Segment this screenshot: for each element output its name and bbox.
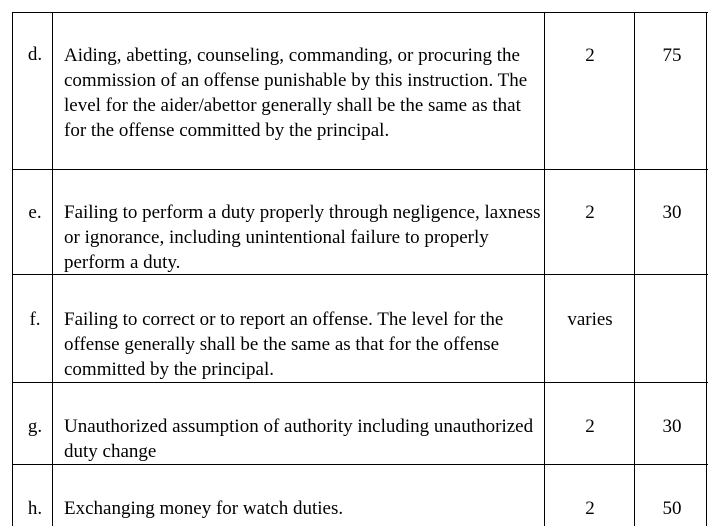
- row-description: Aiding, abetting, counseling, commanding, or procuring the commission of an offense punishable by this instruction. The level for the aider/abettor generally shall be the same as that for the offense committed by the principal.: [64, 45, 528, 141]
- row-letter: g.: [27, 416, 43, 437]
- row-points: 30: [662, 416, 682, 437]
- row-level: 2: [585, 45, 595, 66]
- row-description: Unauthorized assumption of authority including unauthorized duty change: [64, 416, 534, 462]
- row-divider: [12, 382, 708, 383]
- row-description: Failing to correct or to report an offense. The level for the offense generally shall be the same as that for the offense committed by the principal.: [64, 309, 504, 380]
- row-level: varies: [567, 309, 613, 330]
- column-divider-level: [634, 12, 635, 526]
- row-divider: [12, 464, 708, 465]
- row-level: 2: [585, 416, 595, 437]
- row-level: 2: [585, 498, 595, 519]
- row-points: 50: [662, 498, 682, 519]
- row-points: 30: [662, 202, 682, 223]
- column-divider-description: [544, 12, 545, 526]
- row-points: 75: [662, 45, 682, 66]
- row-letter: f.: [29, 309, 41, 330]
- table-border-right: [706, 12, 707, 526]
- row-level: 2: [585, 202, 595, 223]
- row-letter: d.: [27, 44, 43, 65]
- offense-table: [12, 12, 708, 526]
- row-letter: h.: [27, 498, 43, 519]
- table-border-left: [12, 12, 13, 526]
- row-description: Failing to perform a duty properly through negligence, laxness or ignorance, including unintentional failure to properly perform a duty.: [64, 202, 541, 273]
- row-description: Exchanging money for watch duties.: [64, 498, 344, 519]
- table-border-top: [12, 12, 708, 13]
- row-letter: e.: [28, 202, 42, 223]
- column-divider-letter: [52, 12, 53, 526]
- row-divider: [12, 169, 708, 170]
